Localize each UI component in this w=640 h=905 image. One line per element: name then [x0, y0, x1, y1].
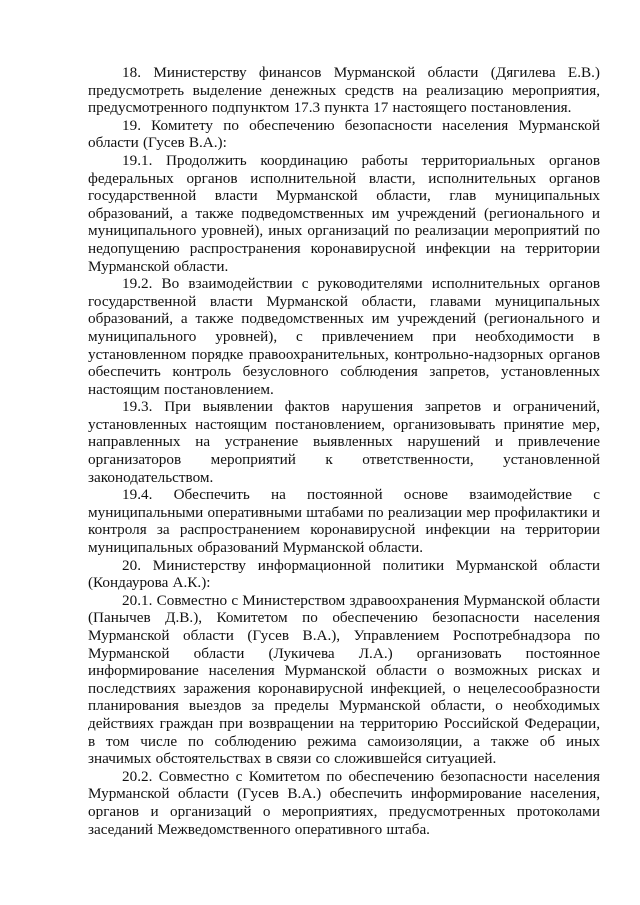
document-body [88, 64, 600, 838]
paragraph-20-1: 20.1. Совместно с Министерством здравоохранения Мурманской области (Панычев Д.В.), Комитетом по обеспечению безопасности населения Мурманской области (Гусев В.А.), Управлением Роспотребнадзора по Мурманской области (Лукичева Л.А.) организовать постоянное информирование населения Мурманской области о возможных рисках и последствиях заражения коронавирусной инфекцией, о нецелесообразности планирования выездов за пределы Мурманской области, о необходимых действиях граждан при возвращении на территорию Российской Федерации, в том числе по соблюдению режима самоизоляции, а также об иных значимых обстоятельствах в связи со сложившейся ситуацией. [88, 591, 600, 768]
paragraph-20-2: 20.2. Совместно с Комитетом по обеспечению безопасности населения Мурманской области (Гусев В.А.) обеспечить информирование населения, органов и организаций о мероприятиях, предусмотренных протоколами заседаний Межведомственного оперативного штаба. [88, 767, 600, 838]
paragraph-19: 19. Комитету по обеспечению безопасности населения Мурманской области (Гусев В.А.): [88, 116, 600, 152]
paragraph-19-1: 19.1. Продолжить координацию работы территориальных органов федеральных органов исполнительной власти, исполнительных органов государственной власти Мурманской области, глав муниципальных образований, а также подведомственных им учреждений (регионального и муниципального уровней), иных организаций по реализации мероприятий по недопущению распространения коронавирусной инфекции на территории Мурманской области. [88, 151, 600, 275]
paragraph-19-3: 19.3. При выявлении фактов нарушения запретов и ограничений, установленных настоящим постановлением, организовывать принятие мер, направленных на устранение выявленных нарушений и привлечение организаторов мероприятий к ответственности, установленной законодательством. [88, 398, 600, 486]
paragraph-19-4: 19.4. Обеспечить на постоянной основе взаимодействие с муниципальными оперативными штабами по реализации мер профилактики и контроля за распространением коронавирусной инфекции на территории муниципальных образований Мурманской области. [88, 486, 600, 557]
paragraph-19-2: 19.2. Во взаимодействии с руководителями исполнительных органов государственной власти Мурманской области, главами муниципальных образований, а также подведомственных им учреждений (регионального и муниципального уровней), с привлечением при необходимости в установленном порядке правоохранительных, контрольно-надзорных органов обеспечить контроль безусловного соблюдения запретов, установленных настоящим постановлением. [88, 275, 600, 398]
paragraph-20: 20. Министерству информационной политики Мурманской области (Кондаурова А.К.): [88, 556, 600, 592]
paragraph-18: 18. Министерству финансов Мурманской области (Дягилева Е.В.) предусмотреть выделение денежных средств на реализацию мероприятия, предусмотренного подпунктом 17.3 пункта 17 настоящего постановления. [88, 64, 600, 117]
